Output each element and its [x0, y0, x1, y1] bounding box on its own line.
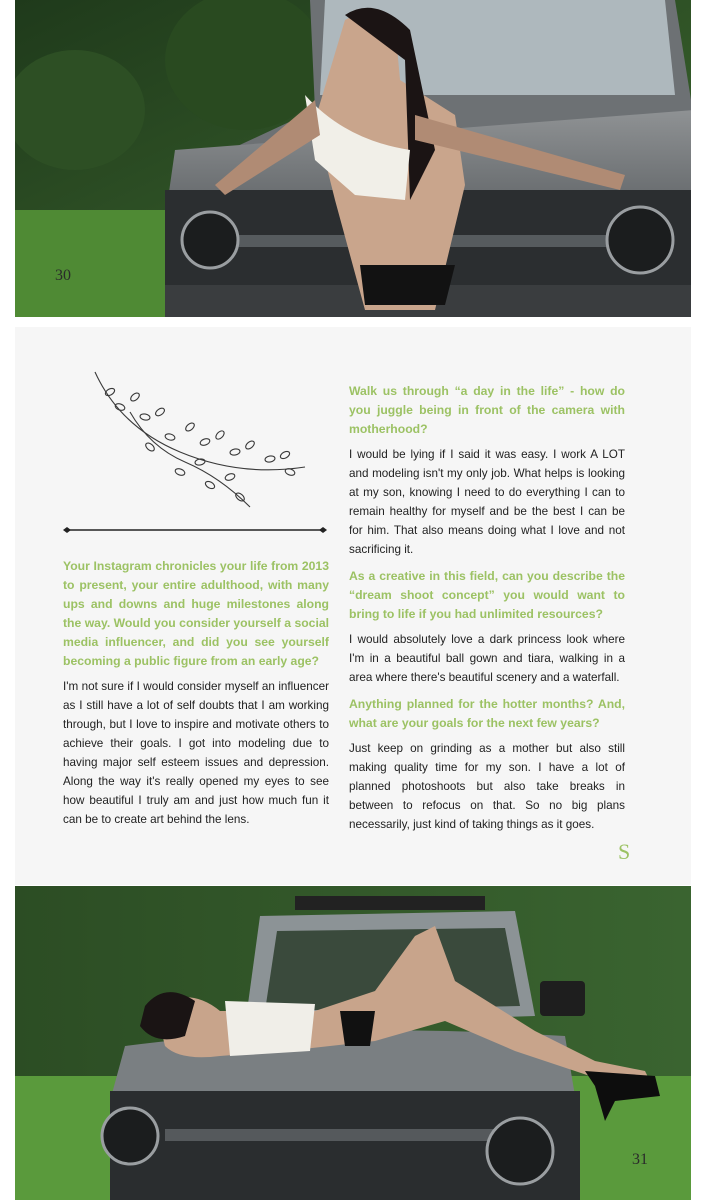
- question-day-in-life: Walk us through “a day in the life” - how do you juggle being in front of the camera with motherhood?: [349, 384, 625, 436]
- question-dream-shoot: As a creative in this field, can you describe the “dream shoot concept” you would want to bring to life if you had unlimited resources?: [349, 569, 625, 621]
- page-number-bottom: 31: [632, 1151, 648, 1168]
- answer-influencer: I'm not sure if I would consider myself an influencer as I still have a lot of self doubts that I am working through, but I love to inspire and motivate others to achieve their goals. I got into modeling due to having major self esteem issues and depression. Along the way it's really opened my eyes to see how beautiful I truly am and just how much fun it can be to create art behind the lens.: [63, 680, 329, 826]
- end-mark: S: [618, 839, 631, 864]
- page-number-top: 30: [55, 267, 71, 284]
- left-column: [63, 557, 329, 837]
- leaf-branch-icon: [90, 367, 310, 517]
- answer-future-plans: Just keep on grinding as a mother but also still making quality time for my son. I have a lot of planned photoshoots but also take breaks in between to refocus on that. So no big plans necessarily, just kind of taking things as it goes.: [349, 742, 625, 831]
- answer-day-in-life: I would be lying if I said it was easy. I work A LOT and modeling isn't my only job. What helps is looking at my son, knowing I need to do everything I can to remain healthy for myself and be the best I can be for him. That also means doing what I love and not sacrificing it.: [349, 448, 625, 556]
- interview-page: [15, 327, 691, 885]
- answer-dream-shoot: I would absolutely love a dark princess look where I'm in a beautiful ball gown and tiara, walking in a area where there's beautiful scenery and a waterfall.: [349, 633, 625, 684]
- model-on-bronco-photo: [15, 0, 691, 317]
- question-future-plans: Anything planned for the hotter months? And, what are your goals for the next few years?: [349, 697, 625, 730]
- divider-line: [63, 526, 327, 534]
- right-column: [349, 382, 625, 842]
- top-photo: [15, 0, 691, 317]
- model-lying-on-bronco-photo: [15, 886, 691, 1200]
- bottom-photo: [15, 886, 691, 1200]
- question-influencer: Your Instagram chronicles your life from 2013 to present, your entire adulthood, with many ups and downs and huge milestones along the way. Would you consider yourself a social media influencer, and did you see yourself becoming a public figure from an early age?: [63, 559, 329, 668]
